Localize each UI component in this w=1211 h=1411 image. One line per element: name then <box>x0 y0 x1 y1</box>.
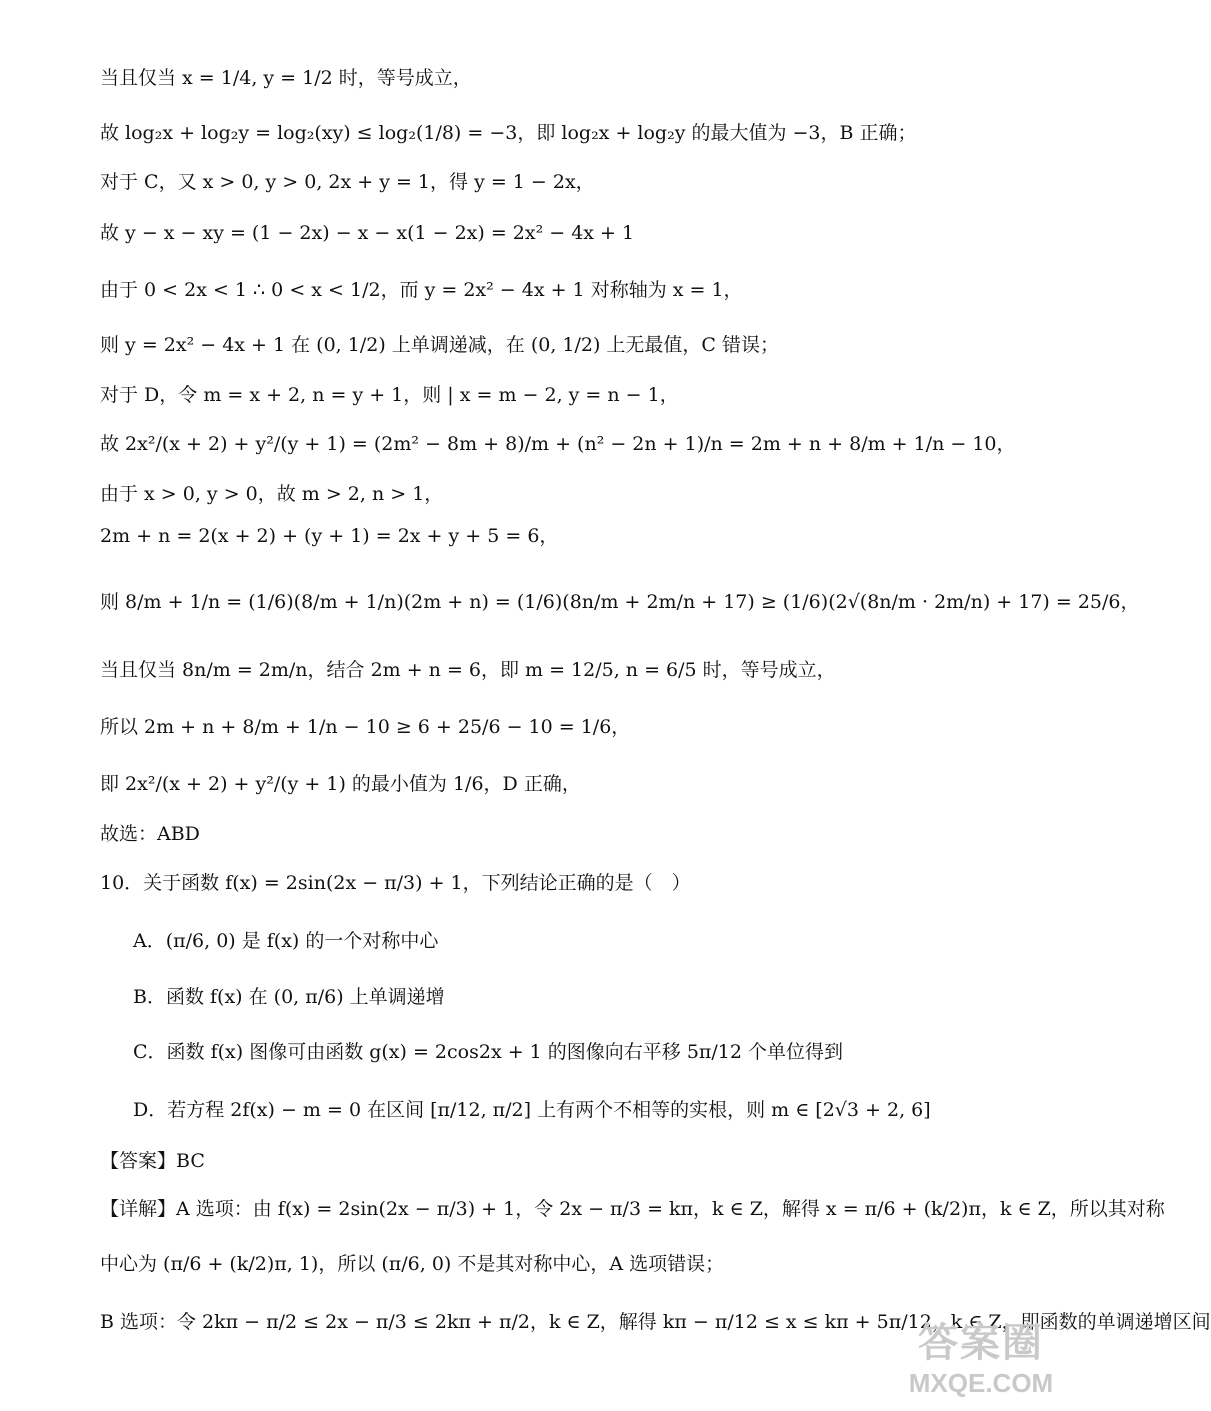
option-a: A．(π/6, 0) 是 f(x) 的一个对称中心 <box>133 930 439 952</box>
text-line-13: 所以 2m + n + 8/m + 1/n − 10 ≥ 6 + 25/6 − 10 = 1/6， <box>100 716 631 738</box>
text-line-8: 故 2x²/(x + 2) + y²/(y + 1) = (2m² − 8m + 8)/m + (n² − 2n + 1)/n = 2m + n + 8/m + 1/n − 10， <box>100 433 1016 455</box>
option-d: D．若方程 2f(x) − m = 0 在区间 [π/12, π/2] 上有两个不相等的实根，则 m ∈ [2√3 + 2, 6] <box>133 1099 931 1121</box>
text-line-3: 对于 C，又 x > 0, y > 0, 2x + y = 1，得 y = 1 − 2x， <box>100 171 595 193</box>
explanation-line-1: 【详解】A 选项：由 f(x) = 2sin(2x − π/3) + 1，令 2x − π/3 = kπ，k ∈ Z，解得 x = π/6 + (k/2)π，k ∈ Z，所以其对称 <box>100 1198 1165 1220</box>
text-line-2: 故 log₂x + log₂y = log₂(xy) ≤ log₂(1/8) = −3，即 log₂x + log₂y 的最大值为 −3，B 正确； <box>100 122 917 144</box>
watermark-top-text: 答案圈 <box>918 1321 1044 1365</box>
text-line-11: 则 8/m + 1/n = (1/6)(8/m + 1/n)(2m + n) = (1/6)(8n/m + 2m/n + 17) ≥ (1/6)(2√(8n/m · 2m/n) + 17) = 25/6， <box>100 591 1140 613</box>
option-b: B．函数 f(x) 在 (0, π/6) 上单调递增 <box>133 986 445 1008</box>
text-line-5: 由于 0 < 2x < 1 ∴ 0 < x < 1/2，而 y = 2x² − 4x + 1 对称轴为 x = 1， <box>100 279 743 301</box>
question-10-stem: 10．关于函数 f(x) = 2sin(2x − π/3) + 1，下列结论正确的是（ ） <box>100 872 691 894</box>
explanation-line-3: B 选项：令 2kπ − π/2 ≤ 2x − π/3 ≤ 2kπ + π/2，k ∈ Z，解得 kπ − π/12 ≤ x ≤ kπ + 5π/12，k ∈ Z，即函数的单调递增区间 <box>100 1311 1211 1333</box>
watermark-logo <box>906 1311 1056 1401</box>
text-line-14: 即 2x²/(x + 2) + y²/(y + 1) 的最小值为 1/6，D 正确， <box>100 773 581 795</box>
text-line-7: 对于 D，令 m = x + 2, n = y + 1，则 | x = m − 2, y = n − 1， <box>100 384 679 406</box>
text-line-15: 故选：ABD <box>100 823 200 845</box>
text-line-12: 当且仅当 8n/m = 2m/n，结合 2m + n = 6，即 m = 12/5, n = 6/5 时，等号成立， <box>100 659 836 681</box>
explanation-line-2: 中心为 (π/6 + (k/2)π, 1)，所以 (π/6, 0) 不是其对称中心，A 选项错误； <box>100 1253 725 1275</box>
text-line-9: 由于 x > 0, y > 0，故 m > 2, n > 1， <box>100 483 444 505</box>
text-line-10: 2m + n = 2(x + 2) + (y + 1) = 2x + y + 5 = 6， <box>100 525 559 547</box>
option-c: C．函数 f(x) 图像可由函数 g(x) = 2cos2x + 1 的图像向右平移 5π/12 个单位得到 <box>133 1041 844 1063</box>
text-line-4: 故 y − x − xy = (1 − 2x) − x − x(1 − 2x) = 2x² − 4x + 1 <box>100 222 635 244</box>
answer-line: 【答案】BC <box>100 1150 205 1172</box>
text-line-6: 则 y = 2x² − 4x + 1 在 (0, 1/2) 上单调递减，在 (0, 1/2) 上无最值，C 错误； <box>100 334 780 356</box>
text-line-1: 当且仅当 x = 1/4, y = 1/2 时，等号成立， <box>100 67 472 89</box>
watermark-bottom-text: MXQE.COM <box>908 1368 1054 1398</box>
